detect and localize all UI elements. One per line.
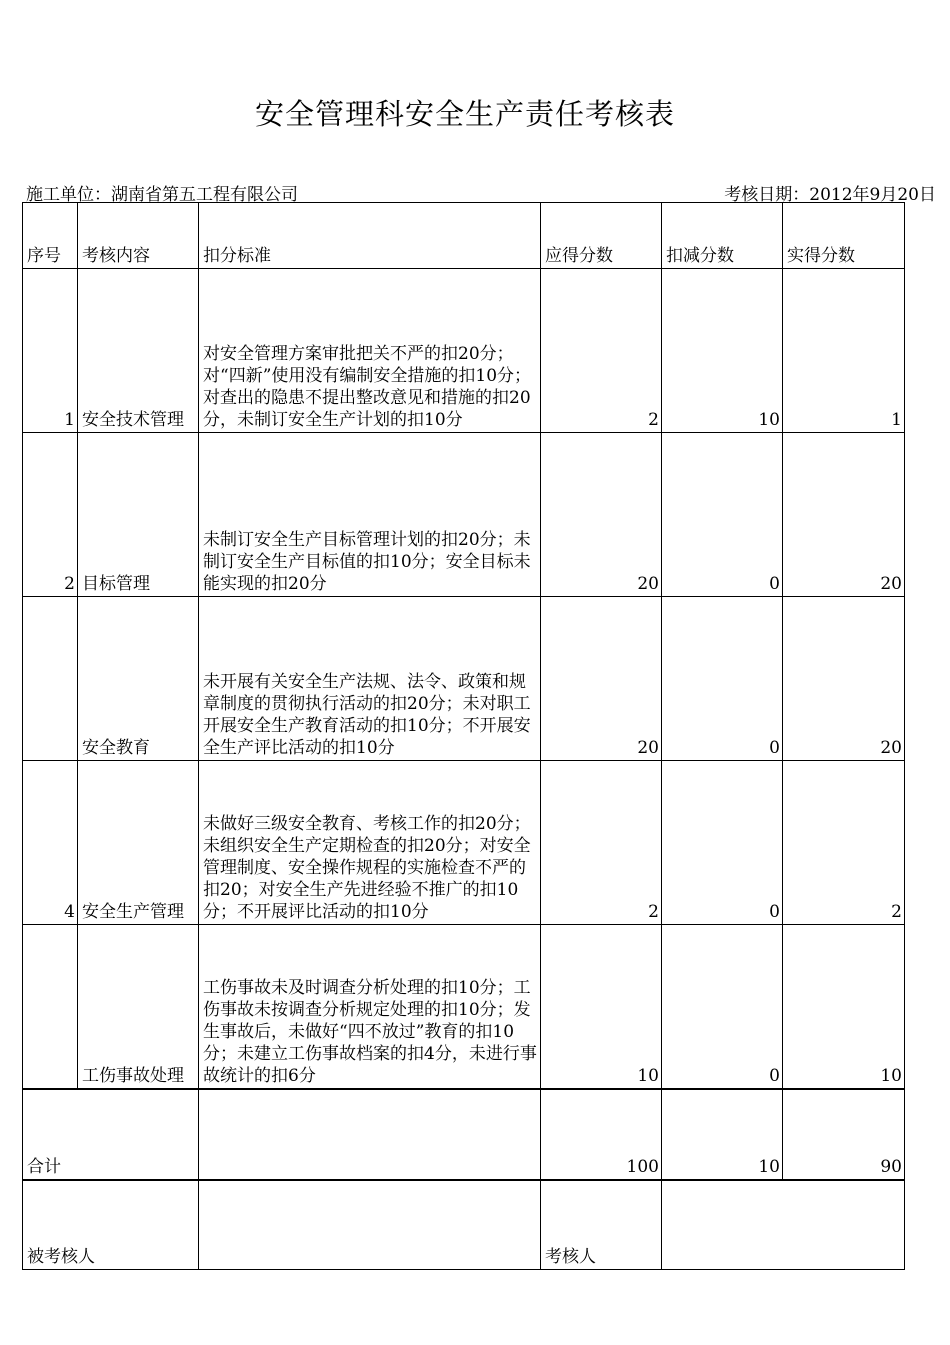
row-deducted-score: 0	[662, 761, 783, 925]
header-deducted-score: 扣减分数	[662, 203, 783, 269]
row-content: 安全技术管理	[78, 269, 199, 433]
total-deducted-score: 10	[662, 1089, 783, 1180]
assessee-label: 被考核人	[23, 1180, 199, 1270]
total-due-score: 100	[541, 1089, 662, 1180]
row-content: 安全教育	[78, 597, 199, 761]
signature-row	[23, 1180, 905, 1270]
construction-unit: 施工单位：湖南省第五工程有限公司	[26, 185, 298, 205]
row-content: 目标管理	[78, 433, 199, 597]
row-seq: 2	[23, 433, 78, 597]
row-seq	[23, 925, 78, 1090]
assessee-signature-field[interactable]	[199, 1180, 541, 1270]
table-row	[23, 597, 905, 761]
row-deducted-score: 10	[662, 269, 783, 433]
row-content: 安全生产管理	[78, 761, 199, 925]
row-content: 工伤事故处理	[78, 925, 199, 1090]
assessment-date: 考核日期：2012年9月20日	[724, 185, 936, 205]
row-criteria: 未做好三级安全教育、考核工作的扣20分；未组织安全生产定期检查的扣20分；对安全管理制度、安全操作规程的实施检查不严的扣20；对安全生产先进经验不推广的扣10分；不开展评比活动的扣10分	[199, 761, 541, 925]
row-actual-score: 20	[783, 433, 905, 597]
table-row	[23, 925, 905, 1090]
total-row	[23, 1089, 905, 1180]
row-actual-score: 20	[783, 597, 905, 761]
total-criteria-blank	[199, 1089, 541, 1180]
row-due-score: 2	[541, 269, 662, 433]
assessor-signature-field[interactable]	[662, 1180, 905, 1270]
row-due-score: 2	[541, 761, 662, 925]
table-row	[23, 433, 905, 597]
table-row	[23, 269, 905, 433]
header-row	[23, 203, 905, 269]
row-due-score: 10	[541, 925, 662, 1090]
row-deducted-score: 0	[662, 597, 783, 761]
header-criteria: 扣分标准	[199, 203, 541, 269]
row-seq	[23, 597, 78, 761]
row-seq: 4	[23, 761, 78, 925]
header-actual-score: 实得分数	[783, 203, 905, 269]
row-actual-score: 1	[783, 269, 905, 433]
assessment-table	[22, 202, 905, 1270]
table-row	[23, 761, 905, 925]
row-actual-score: 10	[783, 925, 905, 1090]
row-deducted-score: 0	[662, 433, 783, 597]
header-due-score: 应得分数	[541, 203, 662, 269]
row-criteria: 工伤事故未及时调查分析处理的扣10分；工伤事故未按调查分析规定处理的扣10分；发生事故后，未做好“四不放过”教育的扣10分；未建立工伤事故档案的扣4分，未进行事故统计的扣6分	[199, 925, 541, 1090]
row-due-score: 20	[541, 433, 662, 597]
row-actual-score: 2	[783, 761, 905, 925]
row-seq: 1	[23, 269, 78, 433]
row-criteria: 对安全管理方案审批把关不严的扣20分；对“四新”使用没有编制安全措施的扣10分；对查出的隐患不提出整改意见和措施的扣20分，未制订安全生产计划的扣10分	[199, 269, 541, 433]
row-due-score: 20	[541, 597, 662, 761]
total-label: 合计	[23, 1089, 199, 1180]
document-title: 安全管理科安全生产责任考核表	[254, 97, 675, 131]
row-deducted-score: 0	[662, 925, 783, 1090]
header-seq: 序号	[23, 203, 78, 269]
row-criteria: 未制订安全生产目标管理计划的扣20分；未制订安全生产目标值的扣10分；安全目标未能实现的扣20分	[199, 433, 541, 597]
assessor-label: 考核人	[541, 1180, 662, 1270]
total-actual-score: 90	[783, 1089, 905, 1180]
header-content: 考核内容	[78, 203, 199, 269]
row-criteria: 未开展有关安全生产法规、法令、政策和规章制度的贯彻执行活动的扣20分；未对职工开展安全生产教育活动的扣10分；不开展安全生产评比活动的扣10分	[199, 597, 541, 761]
